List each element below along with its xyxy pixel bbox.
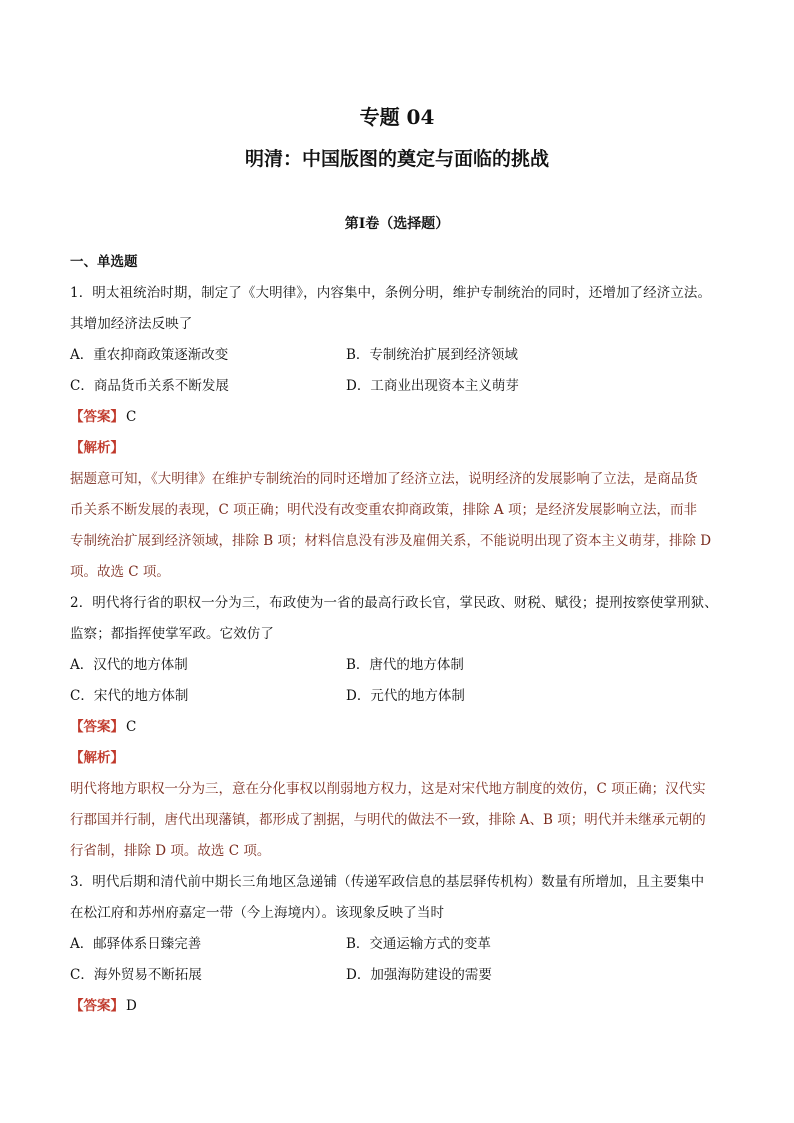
answer-row	[70, 402, 736, 433]
analysis-line: 币关系不断发展的表现，C 项正确；明代没有改变重农抑商政策，排除 A 项；是经济发展影响立法，而非	[70, 502, 697, 518]
option-d[interactable]: D．工商业出现资本主义萌芽	[346, 378, 519, 394]
options-row	[70, 960, 736, 991]
question-stem-line: 在松江府和苏州府嘉定一带（今上海境内）。该现象反映了当时	[70, 905, 445, 921]
question-stem-line: 2．明代将行省的职权一分为三，布政使为一省的最高行政长官，掌民政、财税、赋役；提刑按察使掌刑狱、	[70, 595, 718, 611]
answer-label: 【答案】	[70, 409, 124, 425]
answer-row	[70, 712, 736, 743]
question-3	[70, 867, 736, 1022]
option-c[interactable]: C．海外贸易不断拓展	[70, 967, 202, 983]
options-row	[70, 371, 736, 402]
analysis-line: 项。故选 C 项。	[70, 564, 170, 580]
option-a[interactable]: A．邮驿体系日臻完善	[70, 936, 202, 952]
answer-value: C	[126, 719, 137, 735]
question-stem-line: 1．明太祖统治时期，制定了《大明律》，内容集中，条例分明，维护专制统治的同时，还增加了经济立法。	[70, 285, 712, 301]
part-heading: 一、单选题	[70, 254, 138, 270]
document-title: 专题 04	[359, 105, 435, 129]
option-b[interactable]: B．交通运输方式的变革	[346, 936, 491, 952]
option-b[interactable]: B．唐代的地方体制	[346, 657, 464, 673]
option-c[interactable]: C．商品货币关系不断发展	[70, 378, 229, 394]
analysis-line: 行省制，排除 D 项。故选 C 项。	[70, 843, 271, 859]
answer-value: C	[126, 409, 137, 425]
option-a[interactable]: A．汉代的地方体制	[70, 657, 188, 673]
question-content	[70, 247, 736, 1022]
options-row	[70, 929, 736, 960]
answer-label: 【答案】	[70, 719, 124, 735]
document-subtitle: 明清：中国版图的奠定与面临的挑战	[244, 148, 549, 170]
option-c[interactable]: C．宋代的地方体制	[70, 688, 189, 704]
question-1	[70, 278, 736, 588]
analysis-label: 【解析】	[70, 750, 124, 766]
answer-label: 【答案】	[70, 998, 124, 1014]
analysis-line: 行郡国并行制，唐代出现藩镇，都形成了割据，与明代的做法不一致，排除 A、B 项；明代并未继承元朝的	[70, 812, 706, 828]
answer-value: D	[126, 998, 137, 1014]
options-row	[70, 681, 736, 712]
analysis-line: 据题意可知，《大明律》在维护专制统治的同时还增加了经济立法，说明经济的发展影响了立法，是商品货	[70, 471, 698, 487]
option-d[interactable]: D．元代的地方体制	[346, 688, 465, 704]
section-heading: 第Ⅰ卷（选择题）	[344, 216, 450, 232]
option-d[interactable]: D．加强海防建设的需要	[346, 967, 492, 983]
option-a[interactable]: A．重农抑商政策逐渐改变	[70, 347, 229, 363]
analysis-line: 明代将地方职权一分为三，意在分化事权以削弱地方权力，这是对宋代地方制度的效仿，C 项正确；汉代实	[70, 781, 706, 797]
question-2	[70, 588, 736, 867]
question-stem-line: 其增加经济法反映了	[70, 316, 193, 332]
options-row	[70, 340, 736, 371]
analysis-label: 【解析】	[70, 440, 124, 456]
analysis-line: 专制统治扩展到经济领域，排除 B 项；材料信息没有涉及雇佣关系，不能说明出现了资本主义萌芽，排除 D	[70, 533, 712, 549]
answer-row	[70, 991, 736, 1022]
option-b[interactable]: B．专制统治扩展到经济领域	[346, 347, 518, 363]
question-stem-line: 监察；都指挥使掌军政。它效仿了	[70, 626, 274, 642]
question-stem-line: 3．明代后期和清代前中期长三角地区急递铺（传递军政信息的基层驿传机构）数量有所增加，且主要集中	[70, 874, 705, 890]
options-row	[70, 650, 736, 681]
